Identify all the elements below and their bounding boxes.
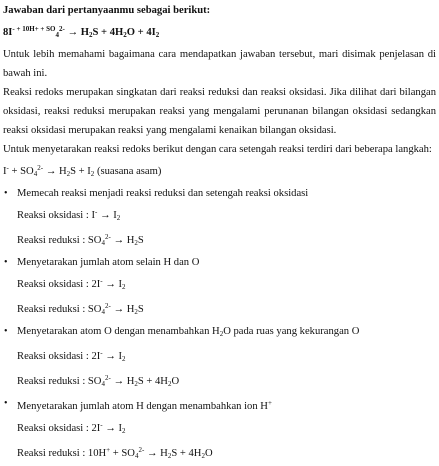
red-sub: 2 — [201, 452, 205, 460]
ox-text: Reaksi oksidasi : 2I — [17, 423, 101, 434]
red-text: Reaksi reduksi : SO — [17, 376, 102, 387]
step-title-sub: 2 — [219, 330, 224, 338]
red-text: Reaksi reduksi : 10H — [17, 448, 107, 459]
ox-sup: - — [100, 349, 103, 357]
step-3-title — [3, 322, 436, 344]
step-2-oxidation — [3, 272, 436, 297]
red-sup: 2- — [104, 233, 111, 241]
red-sub: 2 — [134, 380, 138, 388]
step-4-reduction — [3, 441, 436, 466]
red-sub: 4 — [101, 308, 105, 316]
eq-text: O + 4I — [126, 27, 156, 38]
red-sub: 4 — [134, 452, 139, 460]
eq-sup: - + 10H — [12, 25, 35, 33]
red-text: Reaksi reduksi : SO — [17, 304, 102, 315]
red-text: S — [137, 235, 144, 246]
eq-text: → H — [64, 27, 89, 38]
rx-text: + SO — [8, 166, 34, 177]
intro-paragraph: Untuk lebih memahami bagaimana cara mendapatkan jawaban tersebut, mari disimak penjelasan di bawah ini. — [3, 49, 436, 79]
step-1-reduction — [3, 228, 436, 253]
rx-sup: 2- — [37, 164, 44, 172]
step-3-oxidation — [3, 344, 436, 369]
ox-sup: - — [100, 421, 103, 429]
step-1-oxidation — [3, 203, 436, 228]
rx-sub: 2 — [66, 170, 71, 178]
red-text: Reaksi reduksi : SO — [17, 235, 102, 246]
red-sub: 2 — [167, 452, 172, 460]
bullet-icon: • — [4, 398, 8, 409]
rx-sub: 4 — [33, 170, 38, 178]
eq-text: S + 4H — [92, 27, 124, 38]
red-text: → H — [144, 448, 168, 459]
red-text: S + 4H — [171, 448, 202, 459]
step-title-text: Menyetarakan atom O dengan menambahkan H — [17, 326, 220, 337]
red-text: + SO — [110, 448, 135, 459]
step-4-title — [3, 394, 436, 416]
rx-sup: - — [6, 164, 9, 172]
ox-text: Reaksi oksidasi : 2I — [17, 279, 101, 290]
ox-sub: 2 — [116, 214, 121, 222]
step-1-title — [3, 184, 436, 203]
eq-sub: 2 — [89, 31, 93, 39]
ox-text: → I — [97, 210, 117, 221]
red-sup: 2- — [104, 302, 111, 310]
red-text: S + 4H — [137, 376, 168, 387]
red-sub: 2 — [134, 239, 138, 247]
rx-text: → H — [43, 166, 67, 177]
step-title-sup: + — [267, 399, 272, 407]
step-4-oxidation — [3, 416, 436, 441]
eq-sub: 2 — [123, 31, 127, 39]
ox-text: → I — [102, 423, 123, 434]
eq-sub: 4 — [55, 31, 60, 39]
eq-sup: 2- — [59, 25, 65, 33]
step-2-title — [3, 253, 436, 272]
red-text: O — [171, 376, 180, 387]
ox-sup: - — [100, 277, 103, 285]
red-text: O — [204, 448, 213, 459]
bullet-icon: • — [4, 326, 8, 337]
ox-sub: 2 — [122, 427, 126, 435]
bullet-icon: • — [4, 188, 8, 199]
rx-text: (suasana asam) — [94, 166, 162, 177]
ox-text: → I — [102, 279, 123, 290]
ox-text: → I — [102, 351, 123, 362]
redox-paragraph: Reaksi redoks merupakan singkatan dari reaksi reduksi dan reaksi oksidasi. Jika dilihat dari bilangan oksidasi, reaksi reduksi merupakan reaksi yang mengalami perunanan bilangan oksidasi sedangkan reaksi oksidasi merupakan reaksi yang mengalami kenaikan bilangan oksidasi. — [3, 87, 436, 136]
eq-text: 8I — [3, 27, 13, 38]
red-sup: + — [106, 446, 111, 454]
reaction-equation — [3, 159, 436, 184]
red-text: → H — [110, 304, 135, 315]
step-title-text: Menyetarakan jumlah atom selain H dan O — [17, 257, 200, 268]
ox-sub: 2 — [122, 355, 126, 363]
red-sub: 2 — [134, 308, 138, 316]
red-sub: 4 — [101, 380, 105, 388]
bullet-icon: • — [4, 257, 8, 268]
main-equation — [3, 20, 436, 45]
red-sup: 2- — [104, 374, 111, 382]
step-2-reduction — [3, 297, 436, 322]
red-sup: 2- — [138, 446, 145, 454]
step-title-text: O pada ruas yang kekurangan O — [223, 326, 360, 337]
red-text: → H — [110, 235, 135, 246]
rx-text: S + I — [70, 166, 91, 177]
method-paragraph: Untuk menyetarakan reaksi redoks berikut dengan cara setengah reaksi terdiri dari beberapa langkah: — [3, 144, 432, 155]
ox-sub: 2 — [122, 283, 126, 291]
red-text: → H — [110, 376, 135, 387]
step-title-text: Memecah reaksi menjadi reaksi reduksi dan setengah reaksi oksidasi — [17, 188, 309, 199]
red-sub: 4 — [101, 239, 105, 247]
rx-sub: 2 — [90, 170, 95, 178]
ox-sup: - — [94, 208, 98, 216]
rx-text: I — [3, 166, 7, 177]
eq-sup: + + SO — [34, 25, 56, 33]
answer-heading: Jawaban dari pertanyaanmu sebagai berikut: — [3, 5, 211, 16]
red-sub: 2 — [167, 380, 172, 388]
step-title-text: Menyetarakan jumlah atom H dengan menambahkan ion H — [17, 401, 268, 412]
ox-text: Reaksi oksidasi : 2I — [17, 351, 101, 362]
red-text: S — [137, 304, 144, 315]
step-3-reduction — [3, 369, 436, 394]
ox-text: Reaksi oksidasi : I — [17, 210, 95, 221]
eq-sub: 2 — [155, 31, 160, 39]
